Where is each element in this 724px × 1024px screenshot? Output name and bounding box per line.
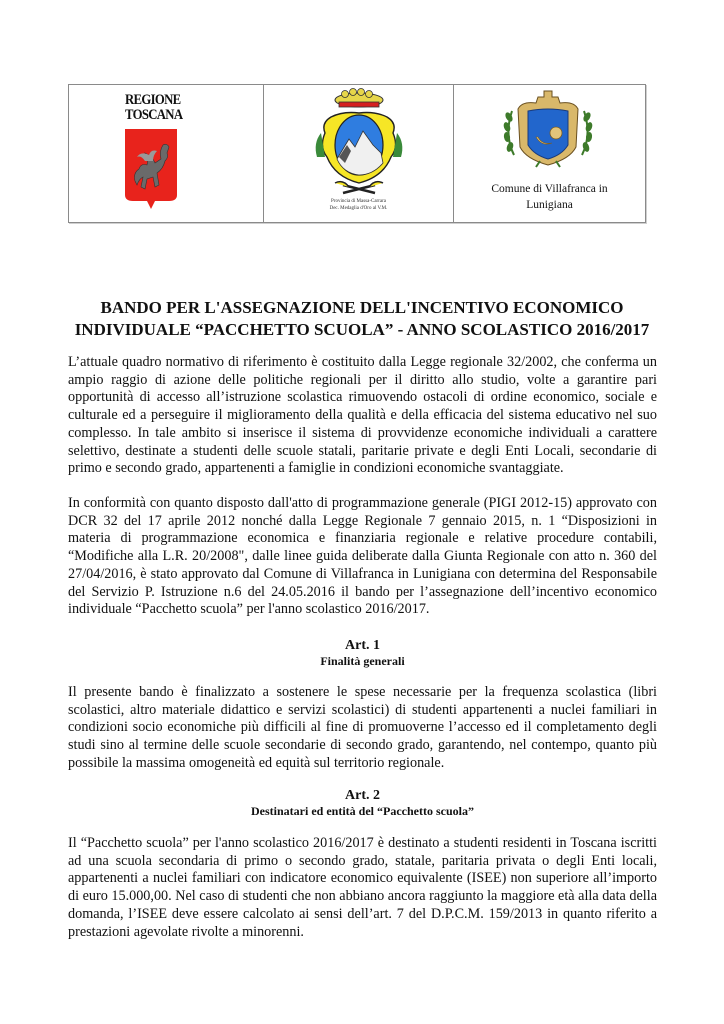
- intro-paragraph-2: In conformità con quanto disposto dall'atto di programmazione generale (PIGI 2012-15) approvato con DCR 32 del 17 aprile 2012 nonché dalla Legge Regionale 7 gennaio 2015, n. 1 “Disposizioni in materia di programmazione economica e finanziaria regionale e relative procedure contabili, “Modifiche alla L.R. 20/2008", dalle linee guida deliberate dalla Giunta Regionale con atto n. 360 del 27/04/2016, è stato approvato dal Comune di Villafranca in Lunigiana con determina del Responsabile del Servizio P. Istruzione n.6 del 24.05.2016 il bando per l’assegnazione dell’incentivo economico individuale “Pacchetto scuola” per l'anno scolastico 2016/2017.: [68, 495, 657, 618]
- provincial-crest-icon: [299, 87, 419, 197]
- pegasus-shield-icon: [123, 129, 179, 211]
- article-2-heading: [68, 787, 657, 819]
- header-logo-table: [68, 84, 646, 223]
- comune-caption: [454, 181, 645, 213]
- provincia-caption-line-1: Provincia di Massa-Carrara: [331, 199, 386, 204]
- article-2-number: Art. 2: [345, 788, 380, 803]
- regione-toscana-wordmark: [125, 93, 182, 123]
- article-1-number: Art. 1: [345, 638, 380, 653]
- regione-toscana-cell: [69, 85, 263, 222]
- article-1-heading: [68, 637, 657, 669]
- document-title: [60, 297, 664, 341]
- wordmark-line-1: REGIONE: [125, 92, 181, 108]
- title-line-2: INDIVIDUALE “PACCHETTO SCUOLA” - ANNO SCOLASTICO 2016/2017: [74, 320, 650, 339]
- provincia-cell: [263, 85, 453, 222]
- provincia-caption-line-2: Dec. Medaglia d'Oro al V.M.: [329, 206, 388, 211]
- title-line-1: BANDO PER L'ASSEGNAZIONE DELL'INCENTIVO ECONOMICO: [100, 298, 624, 317]
- intro-paragraph-1: L’attuale quadro normativo di riferimento è costituito dalla Legge regionale 32/2002, che conferma un ampio raggio di azione delle politiche regionali per il diritto allo studio, volte a garantire pari opportunità di accesso all’istruzione scolastica rimuovendo ostacoli di ordine economico, sociale e culturale ed a perseguire il miglioramento della qualità e della efficacia del sistema educativo nel suo complesso. In tale ambito si inserisce il sistema di provvidenze economiche individuali a carattere selettivo, destinate a studenti delle scuole statali, paritarie private e degli Enti Locali, secondarie di primo e secondo grado, appartenenti a famiglie in condizioni economiche svantaggiate.: [68, 354, 657, 477]
- comune-cell: [453, 85, 645, 222]
- article-1-text: Il presente bando è finalizzato a sostenere le spese necessarie per la frequenza scolastica (libri scolastici, altro materiale didattico e servizi scolastici) di studenti appartenenti a nuclei familiari in condizioni socio economiche più difficili al fine di promuoverne l’accesso ed il completamento degli studi sino al termine delle scuole secondarie di secondo grado, garantendo, nel contempo, quanto più possibile la massima omogeneità ed equità sul territorio regionale.: [68, 684, 657, 771]
- municipal-crest-icon: [500, 89, 596, 169]
- comune-caption-line-2: Lunigiana: [526, 199, 573, 211]
- comune-caption-line-1: Comune di Villafranca in: [491, 183, 608, 195]
- article-2-title: Destinatari ed entità del “Pacchetto scuola”: [251, 804, 474, 818]
- article-1-title: Finalità generali: [320, 654, 405, 668]
- provincia-caption: [264, 198, 453, 212]
- article-2-text: Il “Pacchetto scuola” per l'anno scolastico 2016/2017 è destinato a studenti residenti in Toscana iscritti ad una scuola secondaria di primo o secondo grado, statale, paritaria privata o degli Enti locali, appartenenti a nuclei familiari con indicatore economico equivalente (ISEE) non superiore all’importo di euro 15.000,00. Nel caso di studenti che non abbiano ancora raggiunto la maggiore età alla data della domanda, l’ISEE deve essere calcolato ai sensi dell’art. 7 del D.P.C.M. 159/2013 in quanto riferito a prestazioni agevolate rivolte a minorenni.: [68, 835, 657, 940]
- wordmark-line-2: TOSCANA: [125, 107, 183, 123]
